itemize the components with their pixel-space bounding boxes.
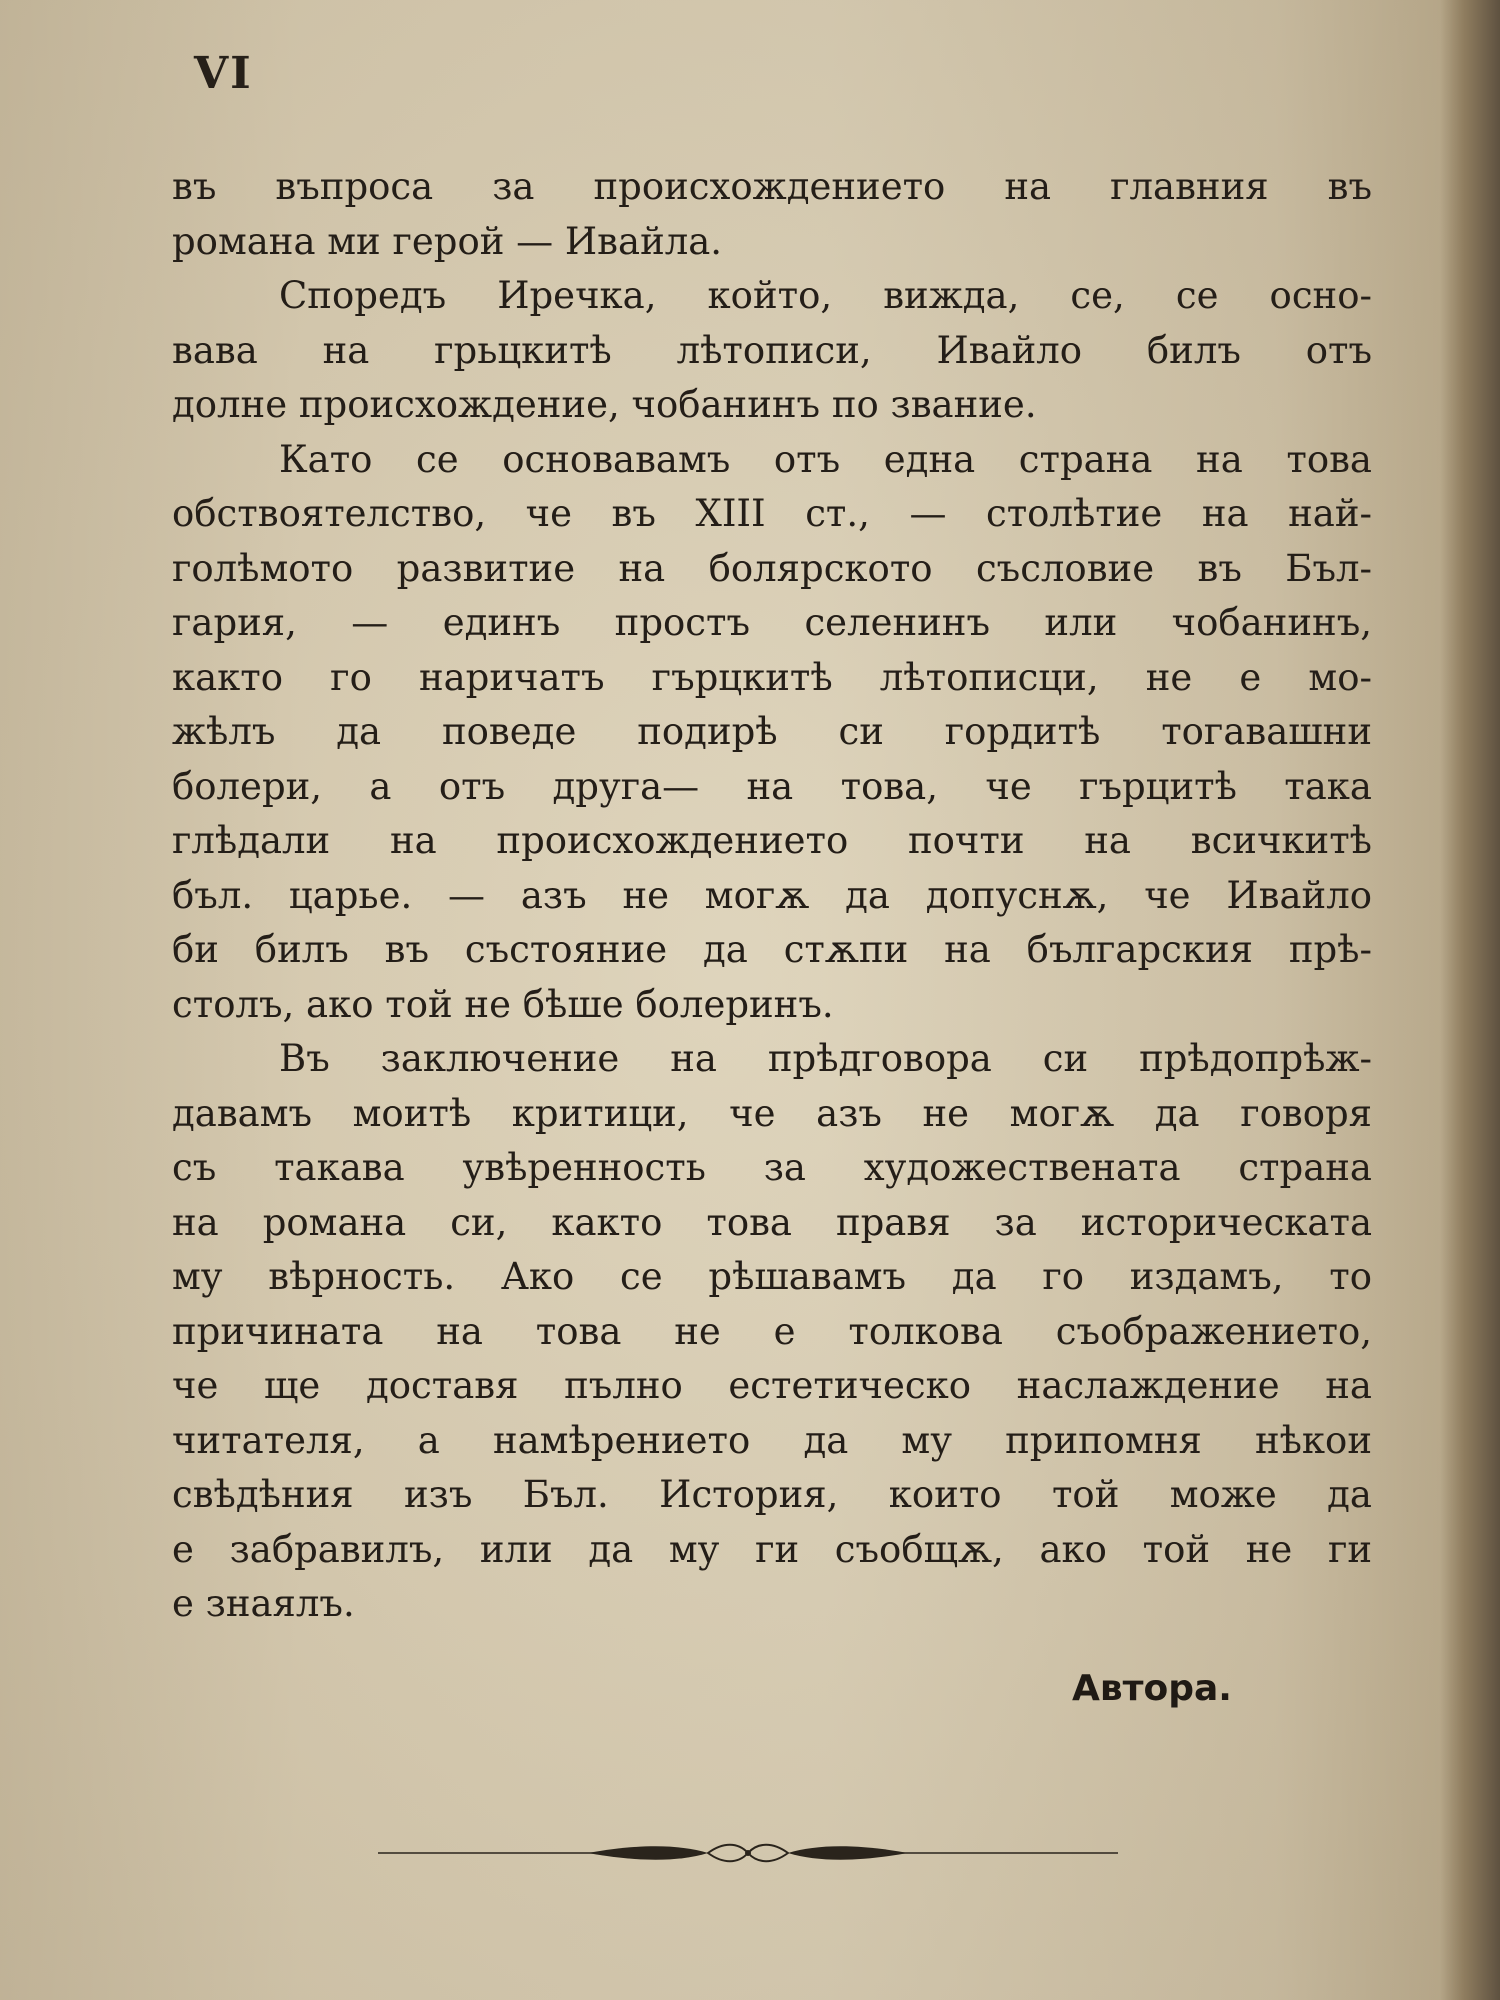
text-line: че ще доставя пълно естетическо наслаждение на: [172, 1364, 1372, 1407]
text-line: въ въпроса за происхождението на главния въ: [172, 165, 1372, 208]
text-line: както го наричатъ гърцкитѣ лѣтописци, не е мо-: [172, 655, 1372, 699]
text-line: причината на това не е толкова съображението,: [172, 1309, 1372, 1353]
text-line: обствоятелство, че въ XIII ст., — столѣтие на най-: [172, 492, 1372, 535]
text-line: долне происхождение, чобанинъ по звание.: [172, 383, 1037, 426]
text-line: е забравилъ, или да му ги съобщѫ, ако той не ги: [172, 1527, 1372, 1571]
text-line: романа ми герой — Ивайла.: [172, 219, 723, 263]
preface-text: [172, 160, 1372, 1632]
text-line: бъл. царье. — азъ не могѫ да допуснѫ, че Ивайло: [172, 873, 1372, 917]
text-line: Споредъ Иречка, който, вижда, се, се осно-: [279, 274, 1372, 317]
book-gutter: [1440, 0, 1500, 2000]
text-line: Въ заключение на прѣдговора си прѣдопрѣж-: [279, 1037, 1372, 1080]
text-line: глѣдали на происхождението почти на всичкитѣ: [172, 819, 1372, 862]
text-line: съ такава увѣренность за художествената страна: [172, 1146, 1372, 1189]
text-line: му вѣрность. Ако се рѣшавамъ да го издамъ, то: [172, 1255, 1372, 1298]
text-line: вава на грьцкитѣ лѣтописи, Ивайло билъ отъ: [172, 328, 1372, 372]
text-line: жѣлъ да поведе подирѣ си гордитѣ тогавашни: [172, 710, 1372, 753]
text-line: би билъ въ състояние да стѫпи на българския прѣ-: [172, 928, 1372, 971]
text-line: болери, а отъ друга— на това, че гърцитѣ така: [172, 764, 1372, 808]
ornament-divider: [378, 1840, 1118, 1866]
text-line: на романа си, както това правя за историческата: [172, 1200, 1372, 1244]
page-number: VI: [194, 48, 253, 99]
text-line: столъ, ако той не бѣше болеринъ.: [172, 982, 834, 1026]
author-signature: Автора.: [1072, 1668, 1232, 1709]
text-line: гария, — единъ простъ селенинъ или чобанинъ,: [172, 601, 1372, 644]
text-line: читателя, а намѣрението да му припомня нѣкои: [172, 1418, 1372, 1462]
text-line: голѣмото развитие на болярското съсловие въ Бъл-: [172, 546, 1372, 590]
text-line: свѣдѣния изъ Бъл. История, които той може да: [172, 1473, 1372, 1516]
text-line: е знаялъ.: [172, 1582, 355, 1625]
text-line: давамъ моитѣ критици, че азъ не могѫ да говоря: [172, 1091, 1372, 1135]
text-line: Като се основавамъ отъ една страна на това: [279, 437, 1372, 481]
